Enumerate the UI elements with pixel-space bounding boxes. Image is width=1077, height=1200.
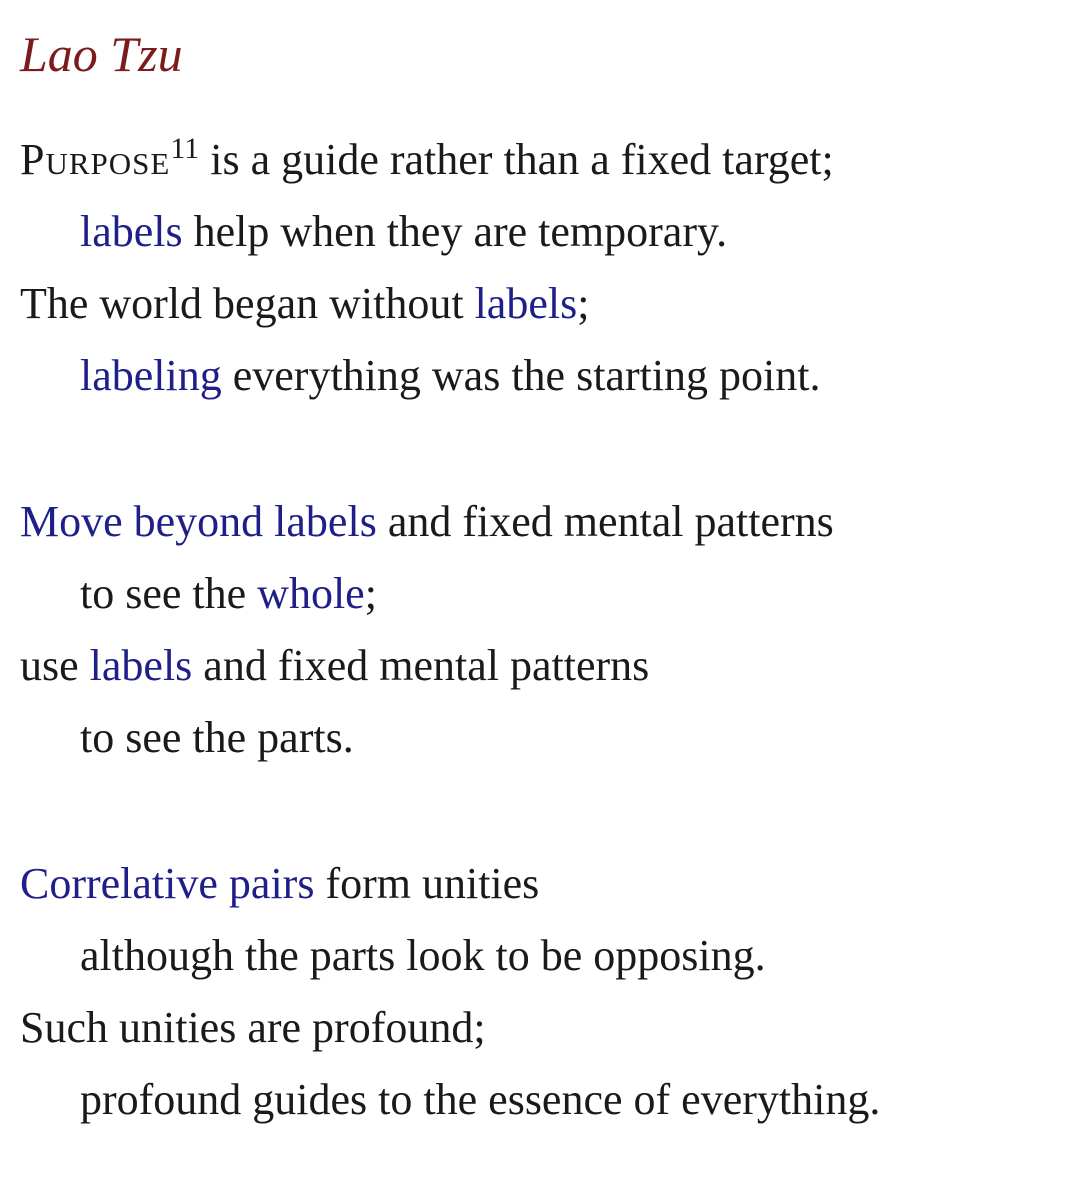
line-text: everything was the starting point.	[221, 351, 821, 400]
footnote-reference[interactable]: 11	[170, 132, 200, 165]
stanza-1	[20, 124, 1060, 412]
highlighted-term[interactable]: labeling	[80, 351, 222, 400]
highlighted-term[interactable]: Correlative pairs	[20, 859, 315, 908]
poem-line	[20, 124, 1060, 196]
highlighted-term[interactable]: labels	[89, 641, 193, 690]
poem-line	[20, 992, 1060, 1064]
poem-page	[20, 22, 1060, 1136]
stanza-2	[20, 486, 1060, 774]
poem-line	[20, 630, 1060, 702]
line-text: Such unities are profound;	[20, 1003, 486, 1052]
line-text: to see the parts.	[80, 713, 354, 762]
poem-line	[20, 340, 1060, 412]
line-text: profound guides to the essence of everything.	[80, 1075, 881, 1124]
highlighted-term[interactable]: whole	[257, 569, 365, 618]
highlighted-term[interactable]: labels	[80, 207, 183, 256]
line-text: and fixed mental patterns	[376, 497, 834, 546]
line-text: form unities	[314, 859, 540, 908]
highlighted-term[interactable]: Move beyond labels	[20, 497, 377, 546]
poem-line	[20, 1064, 1060, 1136]
poem-line	[20, 920, 1060, 992]
line-text: use	[20, 641, 90, 690]
line-text: although the parts look to be opposing.	[80, 931, 766, 980]
line-text: to see the	[80, 569, 258, 618]
stanza-3	[20, 848, 1060, 1136]
highlighted-term[interactable]: labels	[474, 279, 578, 328]
line-text: The world began without	[20, 279, 475, 328]
poem-line	[20, 268, 1060, 340]
poem-line	[20, 486, 1060, 558]
poem-line	[20, 848, 1060, 920]
line-text: and fixed mental patterns	[192, 641, 650, 690]
line-text: is a guide rather than a fixed target;	[199, 135, 834, 184]
poem-line	[20, 702, 1060, 774]
small-caps-term: Purpose	[20, 135, 171, 184]
line-text: ;	[364, 569, 377, 618]
line-text: help when they are temporary.	[182, 207, 728, 256]
poem-line	[20, 558, 1060, 630]
line-text: ;	[577, 279, 590, 328]
author-heading: Lao Tzu	[20, 26, 183, 82]
poem-line	[20, 196, 1060, 268]
